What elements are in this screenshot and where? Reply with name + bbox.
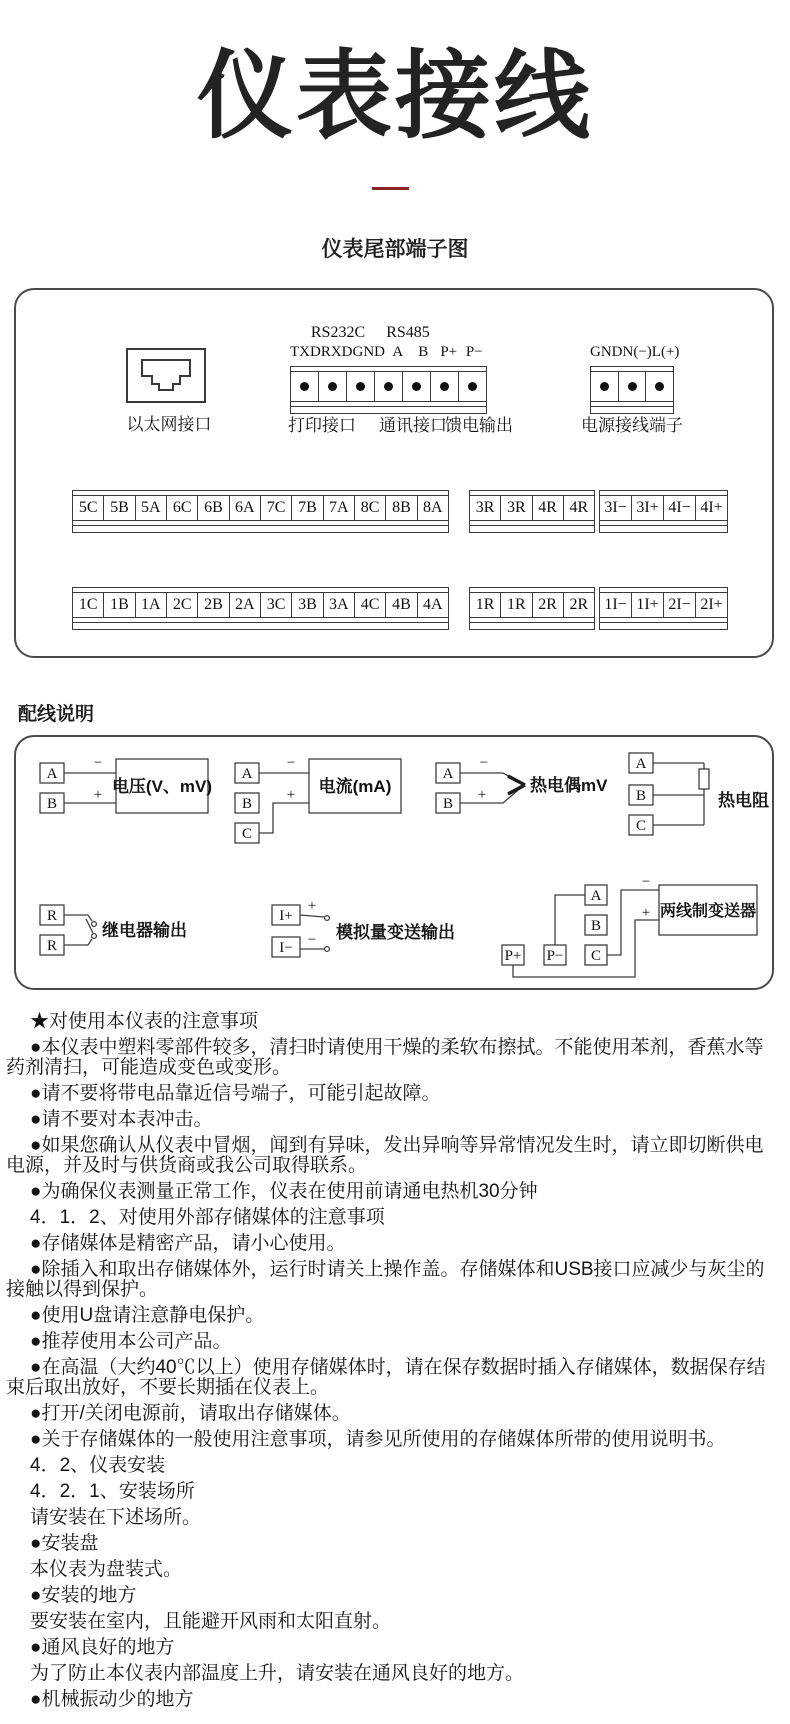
strip-rail xyxy=(599,526,728,533)
terminal-cell: 3R xyxy=(500,496,531,520)
terminal-cell: 5A xyxy=(135,496,166,520)
note-paragraph: ●使用U盘请注意静电保护。 xyxy=(30,1305,265,1326)
screw-terminal xyxy=(618,372,646,401)
terminal-cell: 5C xyxy=(78,499,98,516)
terminal-dot-icon xyxy=(356,382,365,391)
terminal-cell: 6A xyxy=(229,496,260,520)
minus-sign: − xyxy=(93,755,103,771)
terminal-letter: I+ xyxy=(279,908,293,924)
pin-label: P− xyxy=(465,344,483,360)
terminal-cell: 4B xyxy=(385,593,416,617)
pin-label: B xyxy=(418,344,429,360)
plus-sign: + xyxy=(477,787,487,803)
terminal-cell: 3C xyxy=(260,593,291,617)
terminal-letter: A xyxy=(590,888,602,904)
strip-cells xyxy=(599,496,728,521)
terminal-dot-icon xyxy=(328,382,337,391)
notes-section xyxy=(0,1012,790,1716)
strip-rail xyxy=(72,526,449,533)
note-paragraph: ●安装盘 xyxy=(30,1533,99,1554)
wires xyxy=(259,773,309,833)
terminal-cell: 1A xyxy=(135,593,166,617)
terminal-strip-row2-left xyxy=(72,587,449,630)
strip-cells xyxy=(72,496,449,521)
diagram-label: 热电偶mV xyxy=(530,776,608,795)
diagram-label: 电流(mA) xyxy=(318,777,392,796)
accent-rule xyxy=(372,187,409,190)
terminal-letter: C xyxy=(590,948,602,964)
terminal-cell: 4A xyxy=(417,593,448,617)
terminal-letter: I− xyxy=(279,940,293,956)
terminal-cell: 1I+ xyxy=(631,593,663,617)
terminal-cell: 4I+ xyxy=(695,496,727,520)
strip-rail xyxy=(72,623,449,630)
terminal-cell: 2B xyxy=(197,593,228,617)
strip-cells xyxy=(469,593,595,618)
pin-label: A xyxy=(392,344,404,360)
terminal-cell: 6C xyxy=(166,496,197,520)
feed-output-caption: 馈电输出 xyxy=(445,416,513,435)
terminal-cell: 7B xyxy=(291,496,322,520)
note-paragraph: 请安装在下述场所。 xyxy=(30,1507,202,1528)
diagram-label: 两线制变送器 xyxy=(659,903,757,920)
relay-output-diagram xyxy=(40,905,187,955)
terminal-cell: 3A xyxy=(323,593,354,617)
note-paragraph: ●推荐使用本公司产品。 xyxy=(30,1331,232,1352)
wires xyxy=(64,773,116,803)
terminal-cell: 3B xyxy=(291,593,322,617)
terminal-letter: R xyxy=(46,908,58,924)
note-paragraph: ●如果您确认从仪表中冒烟，闻到有异味，发出异响等异常情况发生时，请立即切断供电电源，并及时与供货商或我公司取得联系。 xyxy=(6,1135,764,1176)
print-port-caption: 打印接口 xyxy=(288,416,356,435)
terminal-cell: 2R xyxy=(563,593,594,617)
pin-label: N(−) xyxy=(622,344,652,360)
strip-cells xyxy=(599,593,728,618)
terminal-cell: 1B xyxy=(103,593,134,617)
ethernet-port-icon xyxy=(126,348,206,403)
strip-rail xyxy=(599,623,728,630)
note-paragraph: ●存储媒体是精密产品，请小心使用。 xyxy=(30,1233,346,1254)
note-paragraph: ●请不要对本表冲击。 xyxy=(30,1109,213,1130)
output-node-icon xyxy=(325,947,330,952)
comm-pin-labels xyxy=(290,344,487,361)
terminal-strip-row2-current xyxy=(599,587,728,630)
terminal-dot-icon xyxy=(655,382,664,391)
power-caption: 电源接线端子 xyxy=(581,416,683,435)
terminal-dot-icon xyxy=(468,382,477,391)
terminal-letter: B xyxy=(442,796,454,812)
terminal-cell: 4R xyxy=(563,496,594,520)
terminal-cell: 1C xyxy=(78,596,98,613)
terminal-letter: B xyxy=(635,788,647,804)
note-paragraph: ●本仪表中塑料零部件较多，清扫时请使用干燥的柔软布擦拭。不能使用苯剂，香蕉水等药剂清扫，可能造成变色或变形。 xyxy=(6,1037,764,1078)
page-title: 仪表接线 xyxy=(197,43,593,150)
diagram-label: 模拟量变送输出 xyxy=(336,923,455,942)
minus-sign: − xyxy=(286,755,296,771)
note-paragraph: 本仪表为盘装式。 xyxy=(30,1559,183,1580)
power-pin-labels xyxy=(590,344,680,361)
terminal-cell: 8C xyxy=(354,496,385,520)
terminal-dot-icon xyxy=(628,382,637,391)
screw-terminal xyxy=(591,372,618,401)
terminal-letter: A xyxy=(46,766,58,782)
terminal-panel xyxy=(14,288,774,658)
note-paragraph: 为了防止本仪表内部温度上升，请安装在通风良好的地方。 xyxy=(30,1663,525,1684)
terminal-cell: 2A xyxy=(229,593,260,617)
terminal-cell: 6B xyxy=(197,496,228,520)
resistor-icon xyxy=(699,769,709,789)
terminal-dot-icon xyxy=(384,382,393,391)
terminal-letter: A xyxy=(442,766,454,782)
pin-label: TXD xyxy=(290,344,321,360)
terminal-letter: B xyxy=(46,796,58,812)
minus-sign: − xyxy=(479,755,489,771)
note-paragraph: ●打开/关闭电源前，请取出存储媒体。 xyxy=(30,1403,351,1424)
screw-terminal xyxy=(291,372,318,401)
pin-label: L(+) xyxy=(651,344,680,360)
terminal-cell: 1I− xyxy=(604,596,627,613)
terminal-dot-icon xyxy=(412,382,421,391)
terminal-strip-row1-current xyxy=(599,490,728,533)
plus-sign: + xyxy=(286,787,296,803)
strip-cells xyxy=(469,496,595,521)
terminal-letter: A xyxy=(241,766,253,782)
switch-contact-icon xyxy=(86,919,96,938)
screw-terminal xyxy=(645,372,673,401)
strip-rail xyxy=(469,526,595,533)
terminal-dot-icon xyxy=(300,382,309,391)
terminal-diagram-subtitle: 仪表尾部端子图 xyxy=(321,238,469,261)
terminal-letter: R xyxy=(46,938,58,954)
terminal-letter: A xyxy=(635,756,647,772)
note-paragraph: ●请不要将带电品靠近信号端子，可能引起故障。 xyxy=(30,1083,441,1104)
power-terminal-strip xyxy=(590,366,674,414)
note-paragraph: 4．2、仪表安装 xyxy=(30,1455,166,1476)
plus-sign: + xyxy=(307,898,317,914)
terminal-letter: P− xyxy=(546,948,564,964)
terminal-cell: 3I+ xyxy=(631,496,663,520)
thermocouple-junction-icon xyxy=(508,776,525,794)
rtd-diagram xyxy=(629,753,769,835)
note-paragraph: 4．1．2、对使用外部存储媒体的注意事项 xyxy=(30,1207,385,1228)
screw-terminal xyxy=(346,372,374,401)
terminal-letter: C xyxy=(241,826,253,842)
analog-output-diagram xyxy=(272,898,455,957)
thermocouple-diagram xyxy=(436,755,608,813)
terminal-cell: 2I+ xyxy=(695,593,727,617)
diagram-label: 电压(V、mV) xyxy=(111,777,213,796)
strip-cells xyxy=(590,372,674,402)
terminal-dot-icon xyxy=(600,382,609,391)
plus-sign: + xyxy=(93,787,103,803)
screw-terminal xyxy=(458,372,486,401)
note-paragraph: ●安装的地方 xyxy=(30,1585,137,1606)
terminal-cell: 3I− xyxy=(604,499,627,516)
note-paragraph: ●通风良好的地方 xyxy=(30,1637,175,1658)
note-paragraph: ●为确保仪表测量正常工作，仪表在使用前请通电热机30分钟 xyxy=(30,1181,538,1202)
strip-cells xyxy=(72,593,449,618)
note-paragraph: ●在高温（大约40℃以上）使用存储媒体时，请在保存数据时插入存储媒体，数据保存结束后取出放好，不要长期插在仪表上。 xyxy=(6,1357,766,1398)
terminal-cell: 4R xyxy=(532,496,563,520)
terminal-strip-row1-left xyxy=(72,490,449,533)
strip-cells xyxy=(290,372,487,402)
transmitter-diagram xyxy=(502,874,757,977)
pin-label: P+ xyxy=(440,344,458,360)
terminal-cell: 2I− xyxy=(663,593,695,617)
terminal-dot-icon xyxy=(440,382,449,391)
note-paragraph: ●关于存储媒体的一般使用注意事项，请参见所使用的存储媒体所带的使用说明书。 xyxy=(30,1429,726,1450)
rj45-socket-shape xyxy=(142,360,190,390)
terminal-cell: 5B xyxy=(103,496,134,520)
terminal-letter: B xyxy=(241,796,253,812)
screw-terminal xyxy=(402,372,430,401)
wires xyxy=(653,763,704,825)
wiring-section-heading: 配线说明 xyxy=(18,704,95,725)
output-node-icon xyxy=(325,916,330,921)
minus-sign: − xyxy=(641,874,651,890)
terminal-cell: 7C xyxy=(260,496,291,520)
terminal-letter: P+ xyxy=(504,948,522,964)
current-diagram xyxy=(235,755,401,843)
note-paragraph: ●除插入和取出存储媒体外，运行时请关上操作盖。存储媒体和USB接口应减少与灰尘的接触以得到保护。 xyxy=(6,1259,765,1300)
rs485-label: RS485 xyxy=(386,324,430,341)
pin-label: RXD xyxy=(320,344,353,360)
terminal-cell: 2R xyxy=(532,593,563,617)
diagram-label: 热电阻 xyxy=(718,791,769,810)
terminal-cell: 1R xyxy=(475,596,495,613)
rs232c-label: RS232C xyxy=(310,324,366,341)
terminal-strip-row1-relay xyxy=(469,490,595,533)
wires xyxy=(64,915,92,945)
comm-terminal-strip xyxy=(290,366,487,414)
note-paragraph: ●机械振动少的地方 xyxy=(30,1689,194,1710)
comm-port-caption: 通讯接口 xyxy=(379,416,447,435)
strip-rail xyxy=(469,623,595,630)
pin-label: GND xyxy=(590,344,623,360)
diagram-label: 继电器输出 xyxy=(102,921,187,940)
note-paragraph: 要安装在室内，且能避开风雨和太阳直射。 xyxy=(30,1611,392,1632)
terminal-cell: 1R xyxy=(500,593,531,617)
ethernet-caption: 以太网接口 xyxy=(126,415,212,434)
terminal-cell: 3R xyxy=(475,499,495,516)
screw-terminal xyxy=(318,372,346,401)
wiring-diagrams-figure xyxy=(16,737,772,988)
terminal-letter: C xyxy=(635,818,647,834)
wiring-diagram-panel xyxy=(14,735,774,990)
terminal-cell: 8A xyxy=(417,496,448,520)
screw-terminal xyxy=(374,372,402,401)
voltage-diagram xyxy=(40,755,212,813)
terminal-letter: B xyxy=(590,918,602,934)
terminal-cell: 4I− xyxy=(663,496,695,520)
note-paragraph: ★对使用本仪表的注意事项 xyxy=(30,1011,259,1032)
pin-label: GND xyxy=(352,344,385,360)
plus-sign: + xyxy=(641,905,651,921)
terminal-cell: 8B xyxy=(385,496,416,520)
terminal-cell: 2C xyxy=(166,593,197,617)
terminal-cell: 7A xyxy=(323,496,354,520)
note-paragraph: 4．2．1、安装场所 xyxy=(30,1481,195,1502)
screw-terminal xyxy=(430,372,458,401)
terminal-strip-row2-relay xyxy=(469,587,595,630)
terminal-cell: 4C xyxy=(354,593,385,617)
minus-sign: − xyxy=(307,932,317,948)
